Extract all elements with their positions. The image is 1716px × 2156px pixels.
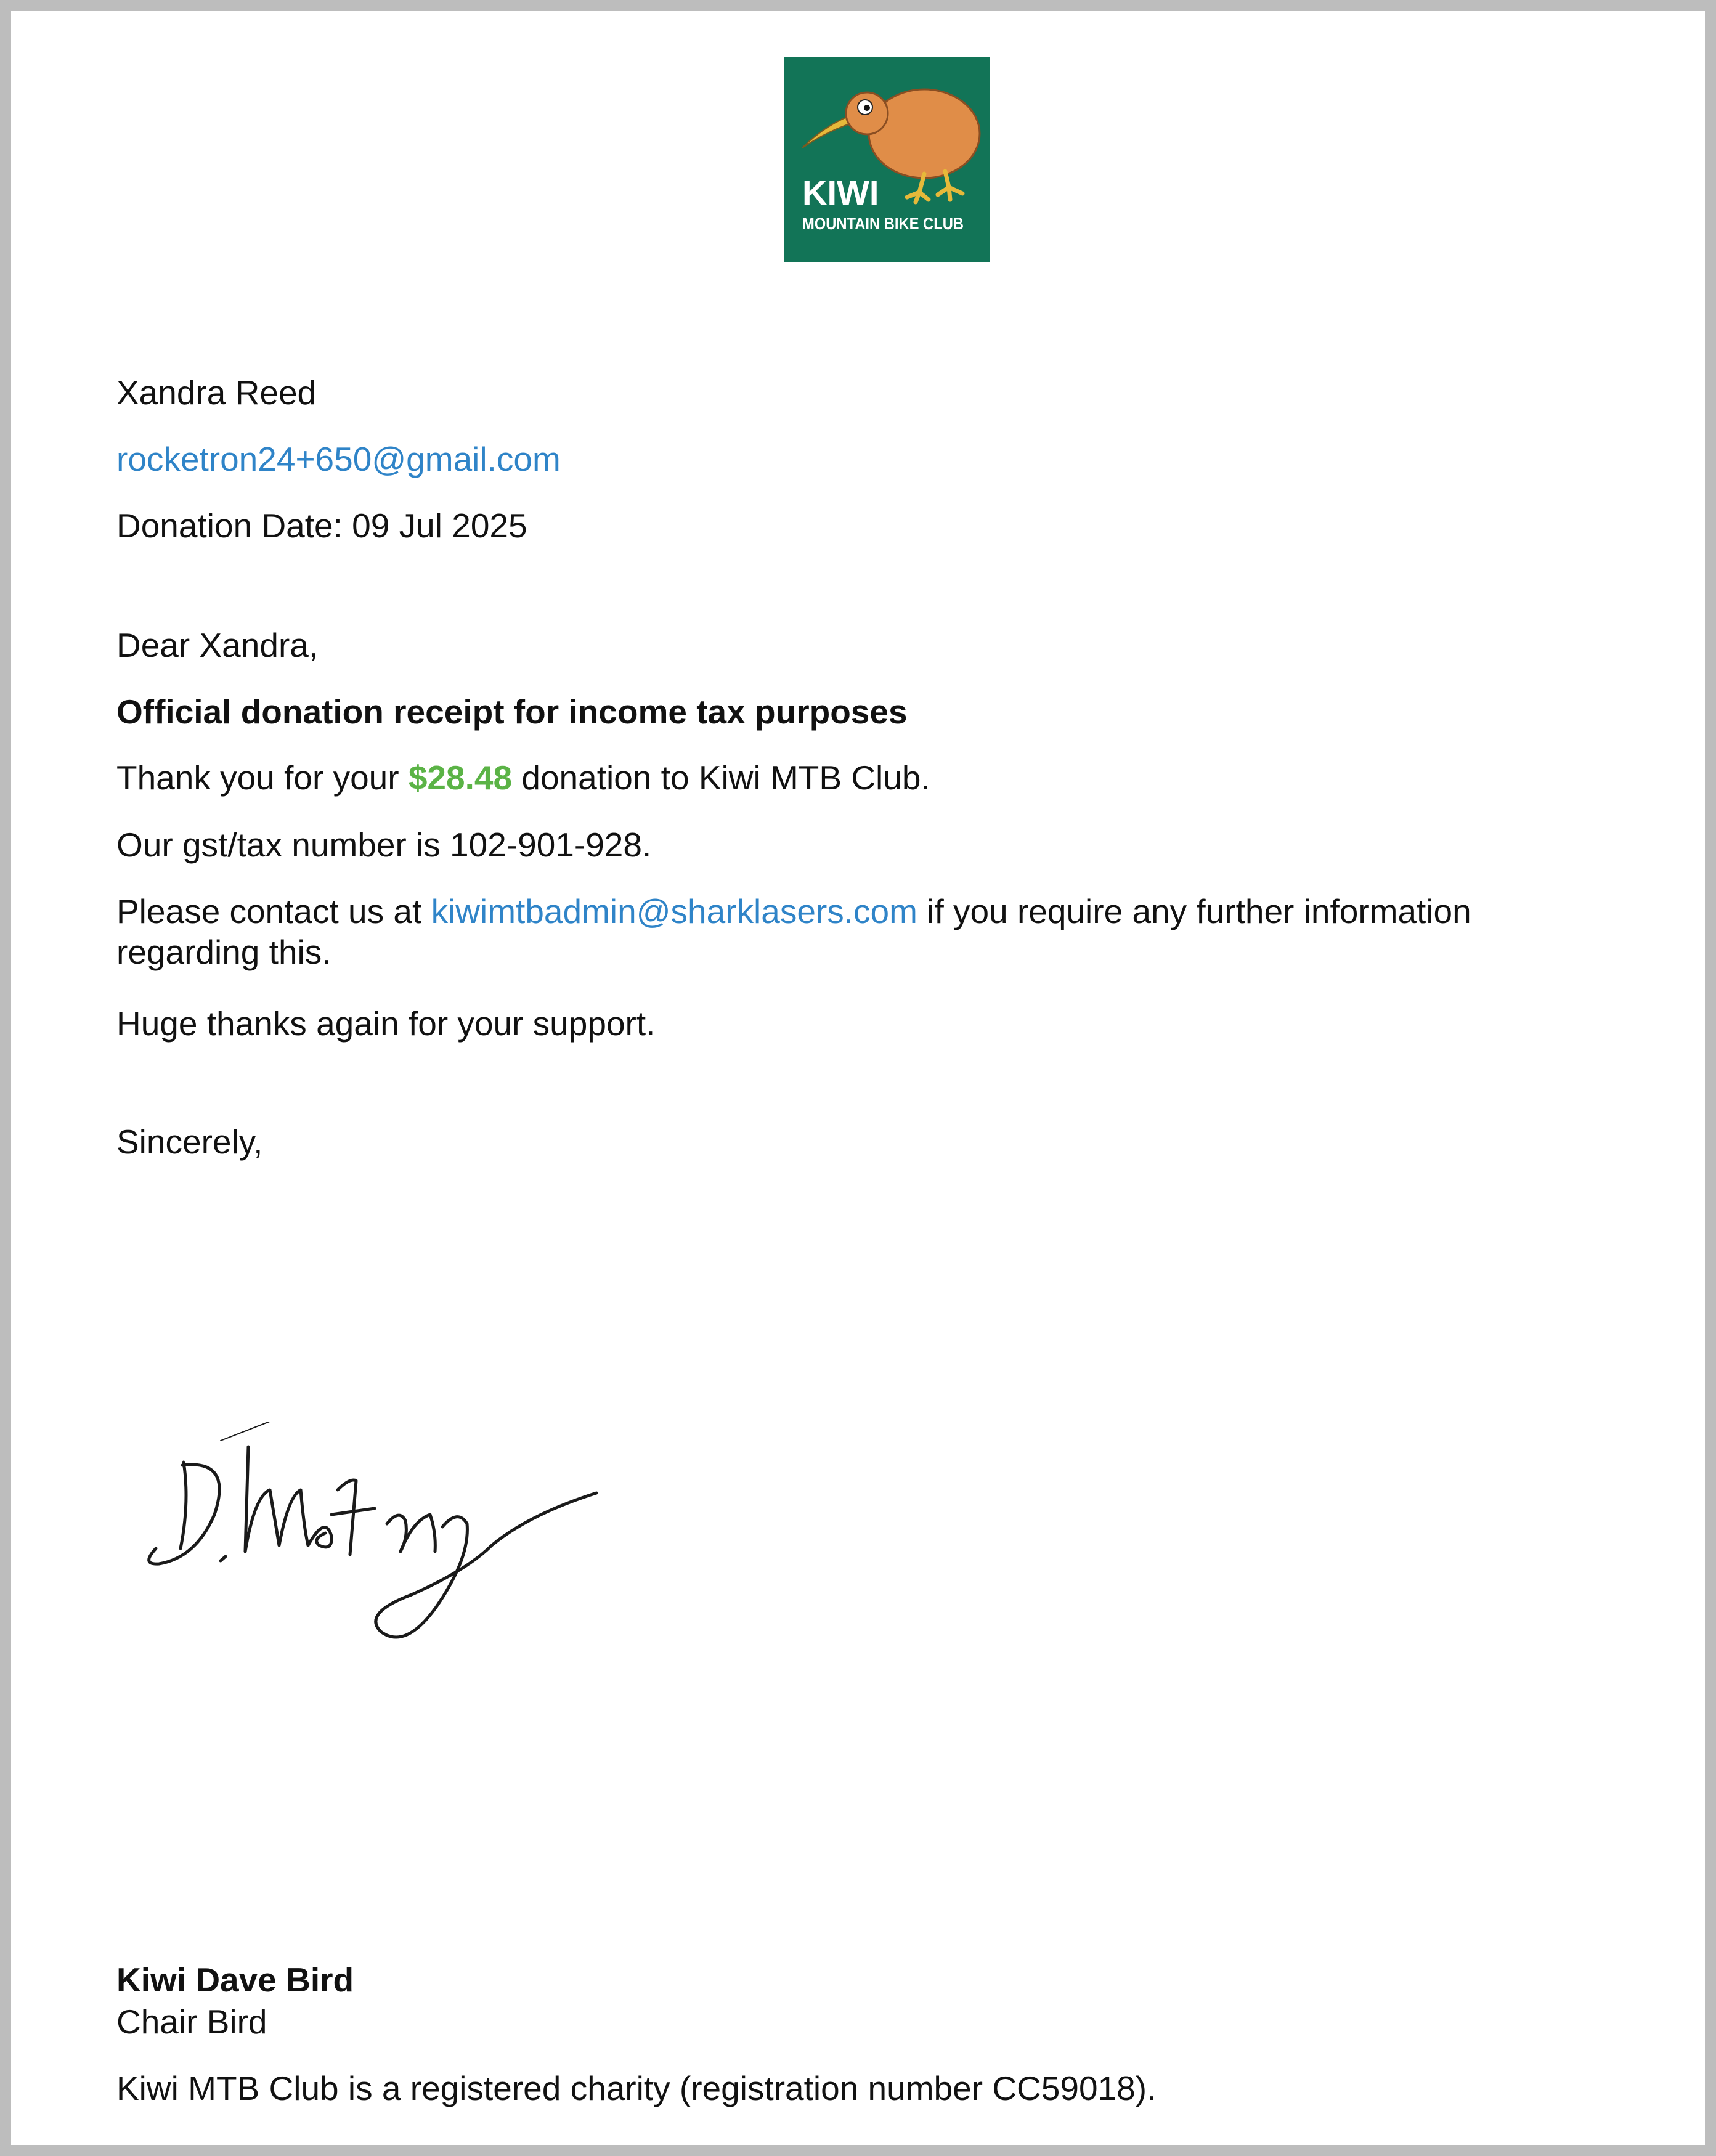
charity-registration: Kiwi MTB Club is a registered charity (registration number CC59018). bbox=[116, 2069, 1157, 2107]
receipt-page bbox=[11, 11, 1705, 2145]
contact-email-link[interactable]: kiwimtbadmin@sharklasers.com bbox=[431, 892, 917, 930]
thanks-text-before: Thank you for your bbox=[116, 759, 409, 797]
kiwi-bird-icon bbox=[784, 57, 990, 262]
thanks-text-after: donation to Kiwi MTB Club. bbox=[512, 759, 930, 797]
contact-paragraph bbox=[116, 891, 1595, 972]
contact-text-before: Please contact us at bbox=[116, 892, 431, 930]
signer-title: Chair Bird bbox=[116, 2003, 267, 2041]
signoff: Sincerely, bbox=[116, 1123, 263, 1161]
donation-amount: $28.48 bbox=[408, 759, 513, 797]
closing-thanks: Huge thanks again for your support. bbox=[116, 1004, 656, 1043]
thanks-line bbox=[116, 757, 930, 798]
donation-date: Donation Date: 09 Jul 2025 bbox=[116, 506, 527, 545]
logo-text-club: MOUNTAIN BIKE CLUB bbox=[802, 214, 964, 233]
signer-name: Kiwi Dave Bird bbox=[116, 1961, 354, 1999]
signature bbox=[147, 1422, 615, 1669]
receipt-heading: Official donation receipt for income tax purposes bbox=[116, 693, 908, 731]
logo-text-kiwi: KIWI bbox=[802, 173, 879, 212]
contact-text-after: if you require any further information regarding this. bbox=[116, 892, 1471, 971]
club-logo bbox=[784, 57, 990, 262]
tax-number: Our gst/tax number is 102-901-928. bbox=[116, 826, 652, 864]
recipient-name: Xandra Reed bbox=[116, 373, 317, 412]
recipient-email-link[interactable]: rocketron24+650@gmail.com bbox=[116, 440, 561, 478]
greeting: Dear Xandra, bbox=[116, 626, 319, 664]
